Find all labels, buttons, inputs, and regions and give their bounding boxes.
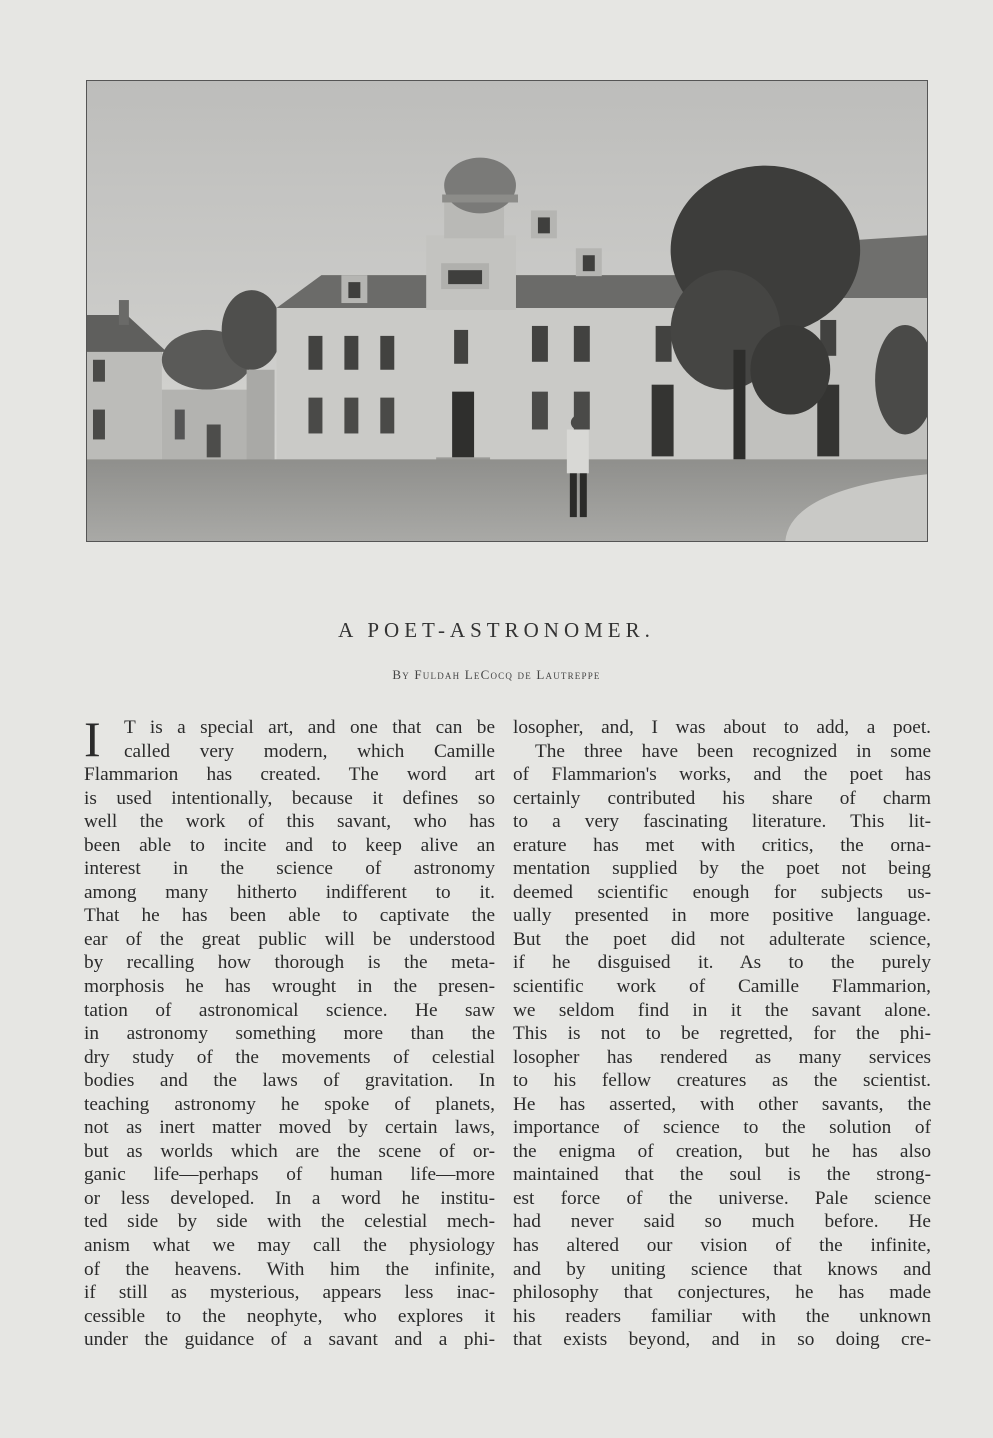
text-line: had never said so much before. He (513, 1211, 931, 1233)
text-line: tation of astronomical science. He saw (84, 999, 495, 1021)
text-line: has altered our vision of the infinite, (513, 1235, 931, 1257)
text-line: ganic life—perhaps of human life—more (84, 1164, 495, 1186)
opening-paragraph (84, 711, 495, 767)
text-line: teaching astronomy he spoke of planets, (84, 1093, 495, 1115)
text-line: not as inert matter moved by certain laws, (84, 1117, 495, 1139)
text-line: the enigma of creation, but he has also (513, 1140, 931, 1162)
text-line: is used intentionally, because it defines so (84, 787, 495, 809)
text-line: That he has been able to captivate the (84, 905, 495, 927)
text-line: But the poet did not adulterate science, (513, 928, 931, 950)
text-line: among many hitherto indifferent to it. (84, 881, 495, 903)
observatory-photograph (86, 80, 928, 542)
article-title: A POET-ASTRONOMER. (338, 618, 655, 642)
text-line: losopher, and, I was about to add, a poet. (513, 717, 931, 738)
text-line: to his fellow creatures as the scientist. (513, 1070, 931, 1092)
text-line: maintained that the soul is the strong- (513, 1164, 931, 1186)
text-line: well the work of this savant, who has (84, 811, 495, 833)
text-line: that exists beyond, and in so doing cre- (513, 1329, 931, 1351)
text-line: This is not to be regretted, for the phi- (513, 1023, 931, 1045)
article-byline: By Fuldah LeCocq de Lautreppe (392, 667, 601, 682)
article-column-left (84, 711, 495, 1352)
text-line: if he disguised it. As to the purely (513, 952, 931, 974)
chateau-observatory-illustration (87, 81, 927, 541)
text-line: Flammarion has created. The word art (84, 764, 495, 786)
text-line: ear of the great public will be understood (84, 928, 495, 950)
text-line: losopher has rendered as many services (513, 1046, 931, 1068)
text-line: ted side by side with the celestial mech- (84, 1211, 495, 1233)
text-line: certainly contributed his share of charm (513, 787, 931, 809)
text-line: est force of the universe. Pale science (513, 1187, 931, 1209)
text-line: and by uniting science that knows and (513, 1258, 931, 1280)
text-line: in astronomy something more than the (84, 1023, 495, 1045)
text-line: morphosis he has wrought in the presen- (84, 976, 495, 998)
text-line: bodies and the laws of gravitation. In (84, 1070, 495, 1092)
text-line: of Flammarion's works, and the poet has (513, 764, 931, 786)
text-line: cessible to the neophyte, who explores it (84, 1305, 495, 1327)
text-line: He has asserted, with other savants, the (513, 1093, 931, 1115)
text-line: deemed scientific enough for subjects us- (513, 881, 931, 903)
article-column-right (513, 716, 931, 1352)
text-line: T is a special art, and one that can be (124, 717, 495, 738)
text-line: The three have been recognized in some (535, 740, 931, 762)
text-line: philosophy that conjectures, he has made (513, 1282, 931, 1304)
drop-cap: I (84, 711, 101, 767)
text-line: been able to incite and to keep alive an (84, 834, 495, 856)
text-line: scientific work of Camille Flammarion, (513, 976, 931, 998)
text-line: if still as mysterious, appears less inac- (84, 1282, 495, 1304)
text-line: his readers familiar with the unknown (513, 1305, 931, 1327)
text-line: by recalling how thorough is the meta- (84, 952, 495, 974)
text-line: interest in the science of astronomy (84, 858, 495, 880)
text-line: anism what we may call the physiology (84, 1235, 495, 1257)
text-line: but as worlds which are the scene of or- (84, 1140, 495, 1162)
text-line: of the heavens. With him the infinite, (84, 1258, 495, 1280)
text-line: ually presented in more positive language. (513, 905, 931, 927)
text-line: to a very fascinating literature. This lit- (513, 811, 931, 833)
text-line: or less developed. In a word he institu- (84, 1187, 495, 1209)
text-line: we seldom find in it the savant alone. (513, 999, 931, 1021)
text-line: importance of science to the solution of (513, 1117, 931, 1139)
text-line: erature has met with critics, the orna- (513, 834, 931, 856)
text-line: dry study of the movements of celestial (84, 1046, 495, 1068)
text-line: called very modern, which Camille (124, 740, 495, 762)
text-line: under the guidance of a savant and a phi- (84, 1329, 495, 1351)
text-line: mentation supplied by the poet not being (513, 858, 931, 880)
